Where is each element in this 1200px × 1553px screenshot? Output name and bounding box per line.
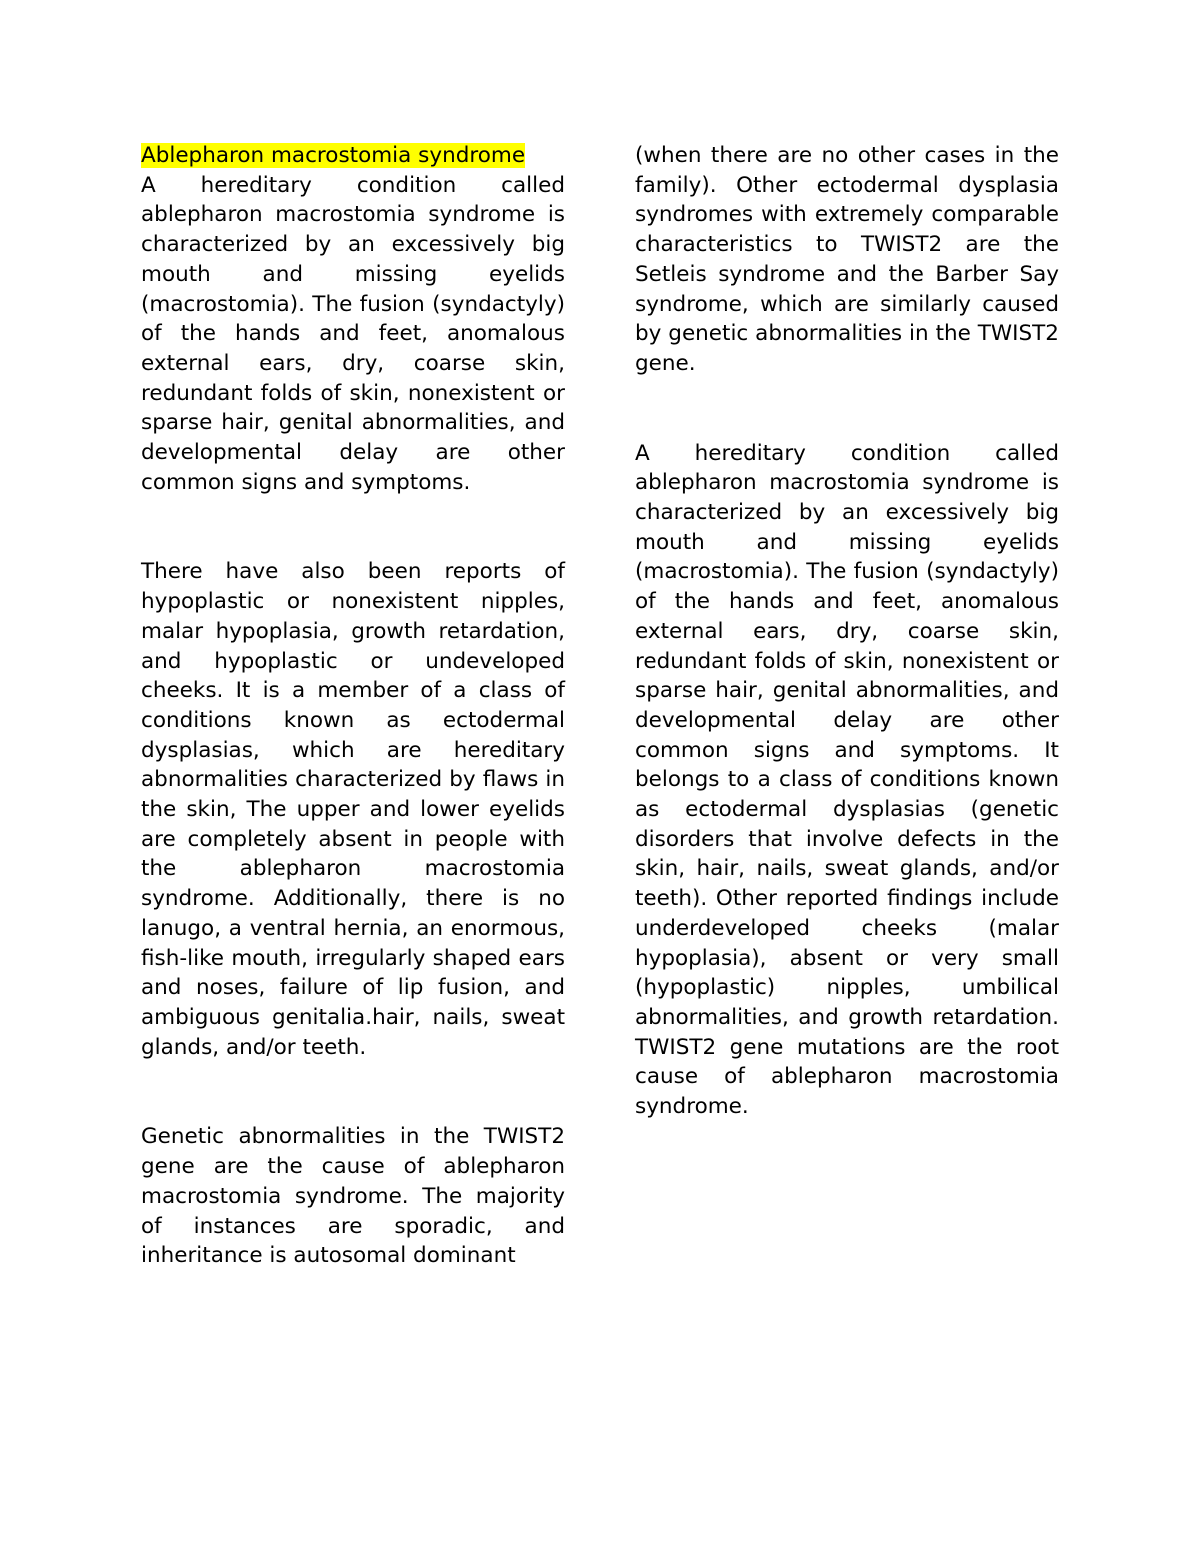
right-column xyxy=(635,141,1059,1122)
left-paragraph-3: Genetic abnormalities in the TWIST2 gene are the cause of ablepharon macrostomia syndrome. The majority of instances are sporadic, and inheritance is autosomal dominant xyxy=(141,1124,565,1269)
paragraph-spacer xyxy=(141,1062,565,1122)
document-title xyxy=(141,141,565,171)
paragraph-spacer xyxy=(635,379,1059,439)
paragraph-spacer xyxy=(141,497,565,557)
left-paragraph-1: A hereditary condition called ablepharon macrostomia syndrome is characterized by an excessively big mouth and missing eyelids (macrostomia). The fusion (syndactyly) of the hands and feet, anomalous external ears, dry, coarse skin, redundant folds of skin, nonexistent or sparse hair, genital abnormalities, and developmental delay are other common signs and symptoms. xyxy=(141,172,565,495)
left-paragraph-2: There have also been reports of hypoplastic or nonexistent nipples, malar hypoplasia, growth retardation, and hypoplastic or undeveloped cheeks. It is a member of a class of conditions known as ectodermal dysplasias, which are hereditary abnormalities characterized by flaws in the skin, The upper and lower eyelids are completely absent in people with the ablepharon macrostomia syndrome. Additionally, there is no lanugo, a ventral hernia, an enormous, fish-like mouth, irregularly shaped ears and noses, failure of lip fusion, and ambiguous genitalia.hair, nails, sweat glands, and/or teeth. xyxy=(141,559,565,1060)
right-paragraph-2: A hereditary condition called ablepharon macrostomia syndrome is characterized by an excessively big mouth and missing eyelids (macrostomia). The fusion (syndactyly) of the hands and feet, anomalous external ears, dry, coarse skin, redundant folds of skin, nonexistent or sparse hair, genital abnormalities, and developmental delay are other common signs and symptoms. It belongs to a class of conditions known as ectodermal dysplasias (genetic disorders that involve defects in the skin, hair, nails, sweat glands, and/or teeth). Other reported findings include underdeveloped cheeks (malar hypoplasia), absent or very small (hypoplastic) nipples, umbilical abnormalities, and growth retardation. TWIST2 gene mutations are the root cause of ablepharon macrostomia syndrome. xyxy=(635,440,1059,1120)
title-highlight: Ablepharon macrostomia syndrome xyxy=(141,143,526,168)
left-column xyxy=(141,141,565,1271)
right-paragraph-1: (when there are no other cases in the family). Other ectodermal dysplasia syndromes with extremely comparable characteristics to TWIST2 are the Setleis syndrome and the Barber Say syndrome, which are similarly caused by genetic abnormalities in the TWIST2 gene. xyxy=(635,143,1059,376)
